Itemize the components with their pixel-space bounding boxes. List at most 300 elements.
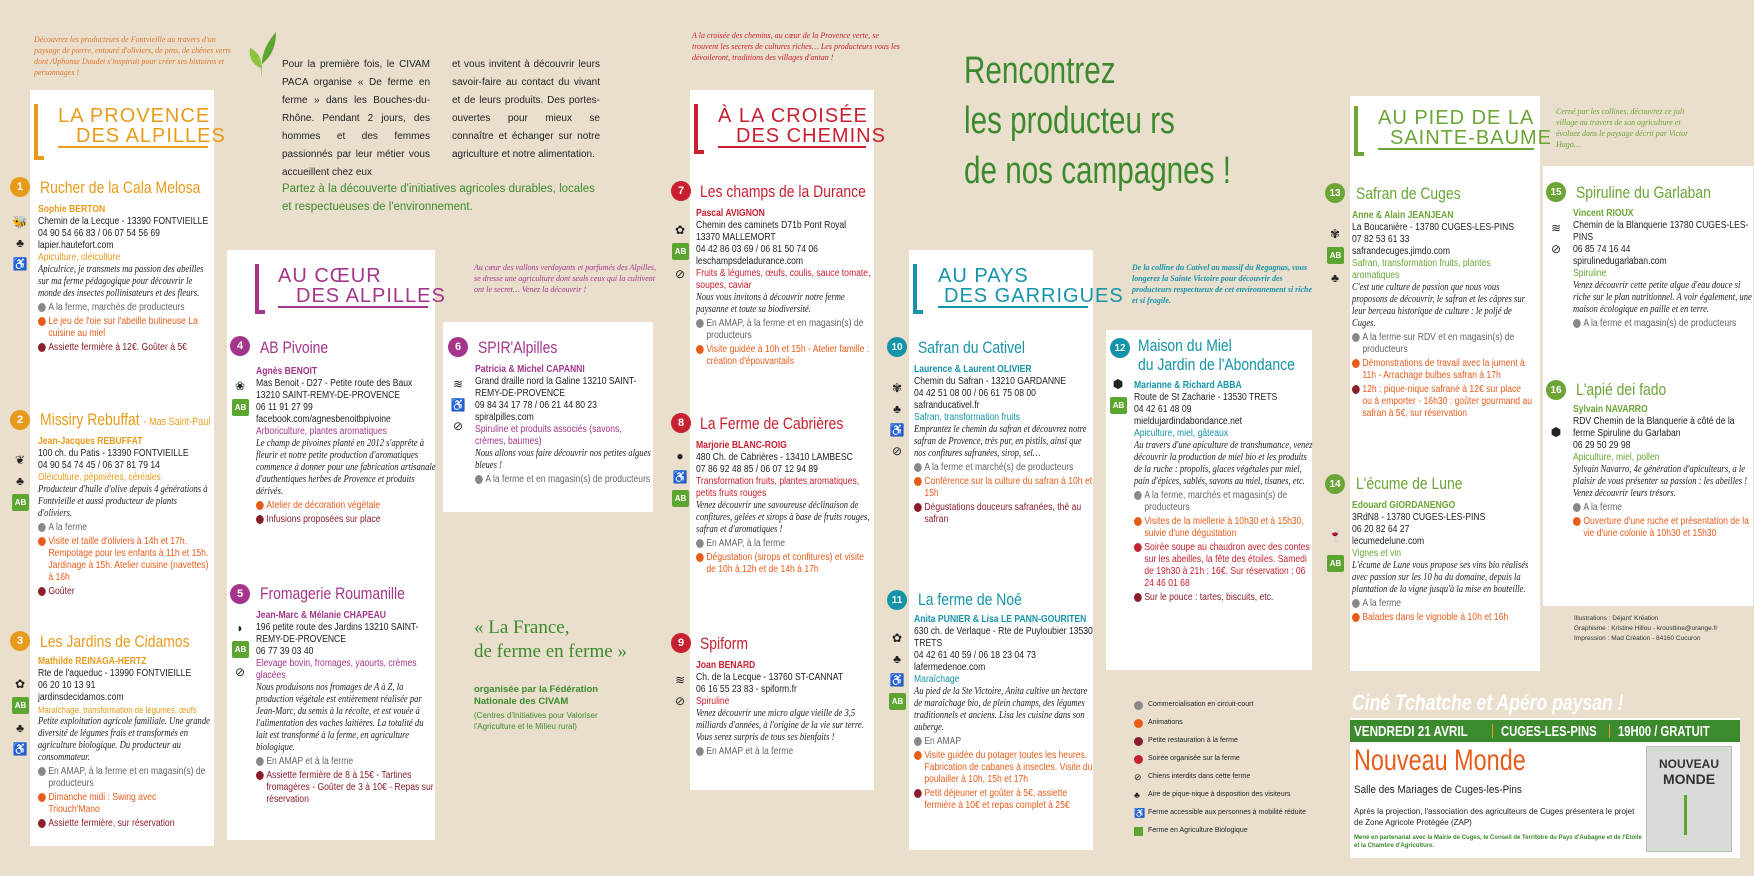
entry-13-web[interactable]: safrandecuges.jimdo.com <box>1352 246 1450 257</box>
entry-12-desc: Au travers d'une apiculture de transhumance, venez découvrir la production de miel bio et les produits de la ruche : propolis, glaces végétales pur miel, pain d'épices, sablés, savons au miel, tisanes, etc. <box>1134 440 1313 487</box>
entry-16-badge: 16 <box>1546 380 1566 400</box>
entry-7-icons <box>672 222 690 287</box>
entry-12-b1: A la ferme, marchés et magasin(s) de producteurs <box>1144 490 1288 513</box>
entry-2-name: Missiry Rebuffat <box>40 410 140 429</box>
entry-10-name: Safran du Cativel <box>918 338 1025 357</box>
entry-5-body <box>256 610 437 806</box>
entry-3-desc: Petite exploitation agricole familiale. Une grande diversité de légumes frais et transformés en agriculture biologique. Du producteur au consommateur. <box>38 716 210 763</box>
entry-16-who: Sylvain NAVARRO <box>1573 404 1648 415</box>
honey-icon: ⬢ <box>1112 377 1124 391</box>
entry-2-b3: Goûter <box>48 586 75 597</box>
entry-10-tel: 04 42 51 08 00 / 06 61 75 08 00 <box>914 388 1036 399</box>
entry-9-cat: Spiruline <box>696 696 730 707</box>
cine-banner <box>1350 720 1740 742</box>
entry-5-desc: Nous produisons nos fromages de A à Z, la production végétale est entièrement réalisée par Jean-Marc, du semis à la récolte, et est vouée à l'alimentation des vaches laitières. La totalité du lait est transformé à la ferme, en agriculture biologique. <box>256 682 424 753</box>
entry-6-b1: A la ferme et en magasin(s) de producteurs <box>485 474 651 485</box>
entry-16-cat: Apiculture, miel, pollen <box>1573 452 1660 463</box>
entry-2-icons <box>12 452 30 511</box>
leaf-icon <box>246 28 280 80</box>
entry-8-cat: Transformation fruits, plantes aromatiques, petits fruits rouges <box>696 476 860 499</box>
market-icon <box>1573 319 1581 328</box>
intro-pied: Cerné par les collines, découvrez ce joli village au travers de son agriculture et évoluez dans le paysage décrit par Victor Hugo… <box>1556 107 1689 149</box>
entry-9-who: Joan BENARD <box>696 660 756 671</box>
animation-icon <box>1573 517 1581 526</box>
entry-7-web[interactable]: leschampsdeladurance.com <box>696 256 804 267</box>
entry-6-addr: Grand draille nord la Galine 13210 SAINT-REMY-DE-PROVENCE <box>475 376 637 399</box>
entry-14-name: L'écume de Lune <box>1356 474 1463 493</box>
organic-icon: AB <box>1327 555 1344 572</box>
headline-line-2: les producteu rs <box>964 100 1175 142</box>
entry-14-cat: Vignes et vin <box>1352 548 1402 559</box>
entry-7-who: Pascal AVIGNON <box>696 208 765 219</box>
entry-2-name-wrap <box>40 410 210 432</box>
entry-9-addr: Ch. de la Lecque - 13760 ST-CANNAT <box>696 672 844 683</box>
entry-16-tel: 06 29 50 29 98 <box>1573 440 1631 451</box>
entry-16-body <box>1573 404 1754 540</box>
section-marker-provence <box>34 104 44 160</box>
section-croisee-l2: DES CHEMINS <box>736 125 886 147</box>
animation-icon <box>914 477 922 486</box>
cine-title: Ciné Tchatche et Apéro paysan ! <box>1352 690 1624 715</box>
no-dogs-icon: ⊘ <box>674 267 686 281</box>
entry-12-b2: Visites de la miellerie à 10h30 et à 15h30, suivie d'une dégustation <box>1144 516 1304 539</box>
evening-icon <box>1134 755 1143 764</box>
entry-8-tel: 07 86 92 48 85 / 06 07 12 94 89 <box>696 464 818 475</box>
entry-14-addr: 3RdN8 - 13780 CUGES-LES-PINS <box>1352 512 1486 523</box>
market-icon <box>1134 491 1142 500</box>
no-dogs-icon: ⊘ <box>1134 772 1142 782</box>
entry-5-name: Fromagerie Roumanille <box>260 584 405 603</box>
honey-icon: ⬢ <box>1550 425 1562 439</box>
entry-7-addr: Chemin des caminets D71b Pont Royal 13370 MALLEMORT <box>696 220 847 243</box>
entry-3-web[interactable]: jardinsdecidamos.com <box>38 692 124 703</box>
section-provence <box>58 105 226 148</box>
picnic-icon: ♣ <box>893 652 901 666</box>
entry-3-b1: En AMAP, à la ferme et en magasin(s) de producteurs <box>48 766 206 789</box>
section-coeur <box>278 265 446 308</box>
credits-illustrations: Illustrations : Déjant' Kréation <box>1574 615 1659 622</box>
entry-14-body <box>1352 500 1533 624</box>
entry-3-badge: 3 <box>10 631 30 651</box>
entry-12-body <box>1134 380 1313 604</box>
cine-desc: Après la projection, l'association des agriculteurs de Cuges présentera le projet de Zone Agricole Protégée (ZAP) <box>1354 807 1635 827</box>
entry-4-icons <box>232 378 250 416</box>
entry-12-tel: 04 42 61 48 09 <box>1134 404 1192 415</box>
entry-9-desc: Venez découvrir une micro algue vieille de 3,5 milliards d'années, à l'origine de la vie sur terre. Vous serez surpris de tous ses bienfaits ! <box>696 708 864 743</box>
intro-coeur: Au cœur des vallons verdoyants et parfumés des Alpilles, se dresse une agriculture dont seuls ceux qui la cultivent ont le secret… Venez la découvrir ! <box>474 263 656 294</box>
civam-intro-col2: et vous invitent à découvrir leurs savoir-faire au contact du vivant et de leurs produits. Des portes-ouvertes pour mieux se connaître et échanger sur notre agriculture et notre alimentation. <box>452 59 600 160</box>
cine-poster-line-1: NOUVEAU <box>1658 757 1719 771</box>
entry-11-b2: Visite guidée du potager toutes les heures. Fabrication de cabanes à insectes. Visite du poulailler à 10h, 15h et 17h <box>924 750 1093 785</box>
picnic-icon: ♣ <box>16 236 24 250</box>
entry-4-addr: Mas Benoit - D27 - Petite route des Baux 13210 SAINT-REMY-DE-PROVENCE <box>256 378 413 401</box>
entry-15-badge: 15 <box>1546 182 1566 202</box>
credits-impression: Impression : Mad Création - 84160 Cucuron <box>1574 635 1701 642</box>
entry-14-icons <box>1327 520 1345 572</box>
animation-icon <box>38 317 46 326</box>
entry-14-tel: 06 20 82 64 27 <box>1352 524 1410 535</box>
entry-1-tel: 04 90 54 66 83 / 06 07 54 56 69 <box>38 228 160 239</box>
entry-13-name: Safran de Cuges <box>1356 184 1461 203</box>
france-sub: (Centres d'Initiatives pour Valoriser l'Agriculture et le Milieu rural) <box>474 711 598 731</box>
market-icon <box>256 757 264 766</box>
organic-icon: AB <box>232 641 249 658</box>
entry-12-name2: du Jardin de l'Abondance <box>1138 355 1295 374</box>
entry-1-body <box>38 204 210 354</box>
animation-icon <box>256 501 264 510</box>
credits <box>1574 614 1718 644</box>
entry-16-icons <box>1548 424 1566 445</box>
entry-10-b3: Dégustations douceurs safranées, thé au safran <box>924 502 1082 525</box>
legend <box>1134 696 1306 840</box>
entry-8-b1: En AMAP, à la ferme <box>706 538 786 549</box>
wheelchair-icon: ♿ <box>12 742 28 756</box>
no-dogs-icon: ⊘ <box>674 694 686 708</box>
section-coeur-l1: AU CŒUR <box>278 265 382 287</box>
intro-alpilles: Découvrez les producteurs de Fontvieille au travers d'un paysage de pierre, entouré d'oliviers, de pins, de chênes verts dont Alphonse Daudet s'inspirait pour créer ses histoires et personnages ! <box>34 35 231 77</box>
entry-12-cat: Apiculture, miel, gâteaux <box>1134 428 1229 439</box>
credits-graphisme: Graphisme : Kristine Hillou - krousttine@orange.fr <box>1574 625 1718 632</box>
entry-12-web[interactable]: mieldujardindabondance.net <box>1134 416 1243 427</box>
entry-1-web[interactable]: lapier.hautefort.com <box>38 240 114 251</box>
algae-icon: ≋ <box>452 377 464 391</box>
cine-date: VENDREDI 21 AVRIL <box>1354 722 1468 740</box>
entry-8-desc: Venez découvrir une savoureuse déclinaison de confitures, gelées et sirops à base de fruits rouges, safran et d'aromatiques ! <box>696 500 870 535</box>
entry-5-icons <box>232 620 250 685</box>
cine-separator <box>1492 724 1493 738</box>
entry-12-badge: 12 <box>1110 338 1130 358</box>
entry-1-b1: A la ferme, marchés de producteurs <box>48 302 185 313</box>
entry-14-who: Edouard GIORDANENGO <box>1352 500 1456 511</box>
entry-14-web[interactable]: lecumedelune.com <box>1352 536 1425 547</box>
entry-13-b3: 12h : pique-nique safrané à 12€ sur place ou à emporter - 16h30 : goûter gourmand au safran à 5€, sur réservation <box>1362 384 1533 419</box>
entry-12-icons <box>1110 376 1128 414</box>
entry-12-b4: Sur le pouce : tartes, biscuits, etc. <box>1144 592 1274 603</box>
legend-item-6: ♣ Aire de pique-nique à disposition des visiteurs <box>1134 786 1306 804</box>
entry-9-body <box>696 660 872 758</box>
section-croisee-l1: À LA CROISÉE <box>718 105 868 127</box>
entry-7-cat: Fruits & légumes, œufs, coulis, sauce tomate, soupes, caviar <box>696 268 871 291</box>
entry-5-b1: En AMAP et à la ferme <box>266 756 354 767</box>
entry-2-addr: 100 ch. du Patis - 13390 FONTVIEILLE <box>38 448 189 459</box>
entry-5-badge: 5 <box>230 584 250 604</box>
market-icon <box>696 539 704 548</box>
food-icon <box>914 503 922 512</box>
entry-2-name2: - Mas Saint-Paul <box>143 416 211 428</box>
entry-10-badge: 10 <box>887 337 907 357</box>
picnic-icon: ♣ <box>1331 271 1339 285</box>
no-dogs-icon: ⊘ <box>452 419 464 433</box>
entry-4-badge: 4 <box>230 336 250 356</box>
algae-icon: ≋ <box>674 673 686 687</box>
entry-13-b2: Démonstrations de travail avec la jument à 11h - Arrachage bulbes safran à 17h <box>1362 358 1525 381</box>
picnic-icon: ♣ <box>893 402 901 416</box>
evening-icon <box>1134 543 1142 552</box>
organic-icon: AB <box>889 693 906 710</box>
entry-3-b3: Assiette fermière, sur réservation <box>48 818 175 829</box>
organic-icon: AB <box>672 490 689 507</box>
entry-3-cat: Maraîchage, transformation de légumes, œufs <box>38 705 197 715</box>
entry-7-badge: 7 <box>671 181 691 201</box>
market-icon <box>696 747 704 756</box>
cine-separator-2 <box>1609 724 1610 738</box>
saffron-icon: ✾ <box>1329 227 1341 241</box>
wheelchair-icon: ♿ <box>12 257 28 271</box>
entry-2-tel: 04 90 54 74 45 / 06 37 81 79 14 <box>38 460 160 471</box>
entry-9-badge: 9 <box>671 633 691 653</box>
entry-10-addr: Chemin du Safran - 13210 GARDANNE <box>914 376 1067 387</box>
animation-icon <box>1352 359 1360 368</box>
wheelchair-icon: ♿ <box>1134 808 1146 818</box>
entry-11-b3: Petit déjeuner et goûter à 5€, assiette fermière à 10€ et repas complet à 25€ <box>924 788 1070 811</box>
food-icon <box>1352 385 1360 394</box>
entry-12-name: Maison du Miel <box>1138 336 1232 355</box>
wheelchair-icon: ♿ <box>450 398 466 412</box>
entry-11-badge: 11 <box>887 590 907 610</box>
entry-16-b2: Ouverture d'une ruche et présentation de la vie d'une colonie à 10h30 et 15h30 <box>1583 516 1749 539</box>
headline-line-3: de nos campagnes ! <box>964 150 1231 192</box>
entry-6-tel: 09 84 34 17 78 / 06 21 44 80 23 <box>475 400 597 411</box>
legend-item-3: Petite restauration à la ferme <box>1134 732 1306 750</box>
algae-icon: ≋ <box>1550 221 1562 235</box>
cine-partners: Mené en partenariat avec la Mairie de Cuges, le Conseil de Territoire du Pays d'Aubagne et de l'Etoile et la Chambre d'Agriculture. <box>1354 835 1642 849</box>
entry-4-b1: Atelier de décoration végétale <box>266 500 381 511</box>
section-garrigues <box>938 265 1124 308</box>
entry-10-b2: Conférence sur la culture du safran à 10h et 15h <box>924 476 1093 499</box>
entry-3-tel: 06 20 10 13 91 <box>38 680 96 691</box>
entry-14-b2: Balades dans le vignoble à 10h et 16h <box>1362 612 1509 623</box>
no-dogs-icon: ⊘ <box>1550 242 1562 256</box>
entry-14-b1: A la ferme <box>1362 598 1402 609</box>
entry-12-b3: Soirée soupe au chaudron avec des contes sur les abeilles, la fête des étoiles. Samedi de 19h30 à 21h : 16€. Sur réservation : 06 24 46 01 68 <box>1144 542 1310 589</box>
headline <box>964 46 1231 196</box>
entry-11-addr: 630 ch. de Verlaque - Rte de Puyloubier 13530 TRETS <box>914 626 1093 649</box>
market-icon <box>914 737 922 746</box>
entry-8-addr: 480 Ch. de Cabrières - 13410 LAMBESC <box>696 452 853 463</box>
entry-6-desc: Nous allons vous faire découvrir nos petites algues bleues ! <box>475 448 651 471</box>
no-dogs-icon: ⊘ <box>891 444 903 458</box>
market-icon <box>38 523 46 532</box>
animation-icon <box>38 537 46 546</box>
section-pied-l1: AU PIED DE LA <box>1378 107 1535 129</box>
organic-icon: AB <box>232 399 249 416</box>
entry-13-cat: Safran, transformation fruits, plantes aromatiques <box>1352 258 1491 281</box>
section-garrigues-l1: AU PAYS <box>938 265 1029 287</box>
legend-item-7: ♿ Ferme accessible aux personnes à mobilité réduite <box>1134 804 1306 822</box>
entry-1-addr: Chemin de la Lecque - 13390 FONTVIEILLE <box>38 216 209 227</box>
entry-12-addr: Route de St Zacharie - 13530 TRETS <box>1134 392 1278 403</box>
entry-8-b2: Dégustation (sirops et confitures) et visite de 10h à 12h et de 14h à 17h <box>706 552 865 575</box>
entry-16-desc: Sylvain Navarro, 4e génération d'apiculteurs, a le plaisir de vous présenter sa passion : les abeilles ! Venez découvrir leurs trésors. <box>1573 464 1748 499</box>
entry-15-icons <box>1548 220 1566 262</box>
entry-2-cat: Oléiculture, pépinières, céréales <box>38 472 161 483</box>
entry-15-who: Vincent RIOUX <box>1573 208 1634 219</box>
entry-1-b3: Assiette fermière à 12€. Goûter à 5€ <box>48 342 187 353</box>
picnic-icon: ♣ <box>16 721 24 735</box>
entry-2-body <box>38 436 210 598</box>
entry-11-body <box>914 614 1093 812</box>
entry-13-b1: A la ferme sur RDV et en magasin(s) de producteurs <box>1362 332 1515 355</box>
entry-6-cat: Spiruline et produits associés (savons, crèmes, baumes) <box>475 424 622 447</box>
entry-8-who: Marjorie BLANC-ROIG <box>696 440 787 451</box>
market-icon <box>1352 333 1360 342</box>
animation-icon <box>1134 517 1142 526</box>
entry-4-body <box>256 366 437 526</box>
animation-icon <box>696 553 704 562</box>
entry-8-badge: 8 <box>671 413 691 433</box>
market-icon <box>1134 701 1143 710</box>
fruit-icon: ● <box>676 449 684 463</box>
entry-13-who: Anne & Alain JEANJEAN <box>1352 210 1454 221</box>
entry-11-desc: Au pied de la Ste Victoire, Anita cultive un hectare de maraîchage bio, de plein champs, des légumes traditionnels et anciens. Lisa les cuisine dans son auberge. <box>914 686 1088 733</box>
section-marker-garrigues <box>913 264 923 314</box>
entry-8-body <box>696 440 872 576</box>
entry-3-body <box>38 656 210 830</box>
entry-1-name: Rucher de la Cala Melosa <box>40 178 201 197</box>
entry-4-desc: Le champ de pivoines planté en 2012 s'apprête à fleurir et notre petite production d'aromatiques commence à donner pour une fabrication artisanale d'authentiques herbes de Provence et produits dérivés. <box>256 438 436 497</box>
entry-5-tel: 06 77 39 03 40 <box>256 646 314 657</box>
entry-6-web[interactable]: spiralpilles.com <box>475 412 534 423</box>
entry-7-name: Les champs de la Durance <box>700 182 866 201</box>
entry-7-desc: Nous vous invitons à découvrir notre ferme paysanne et toute sa biodiversité. <box>696 292 845 315</box>
market-icon <box>1573 503 1581 512</box>
entry-10-desc: Empruntez le chemin du safran et découvrez notre safran de Provence, très pur, en pistils, ainsi que nos confitures safranées, sirop, sel… <box>914 424 1087 459</box>
picnic-icon: ♣ <box>1134 790 1140 800</box>
cine-time: 19H00 / GRATUIT <box>1617 722 1710 740</box>
market-icon <box>696 319 704 328</box>
food-icon <box>1134 593 1142 602</box>
entry-5-b2: Assiette fermière de 8 à 15€ - Tartines fromagères - Goûter de 3 à 10€ - Repas sur réservation <box>266 770 434 805</box>
entry-2-b2: Visite et taille d'oliviers à 14h et 17h. Rempotage pour les enfants à 11h et 15h. Jardinage à 15h. Atelier cuisine (navettes) à 16h <box>48 536 209 583</box>
food-icon <box>256 515 264 524</box>
cheese-icon: ◗ <box>236 621 244 635</box>
animation-icon <box>914 751 922 760</box>
legend-item-8: Ferme en Agriculture Biologique <box>1134 822 1306 840</box>
cine-hall: Salle des Mariages de Cuges-les-Pins <box>1354 784 1522 796</box>
entry-5-addr: 196 petite route des Jardins 13210 SAINT-REMY-DE-PROVENCE <box>256 622 419 645</box>
entry-7-b1: En AMAP, à la ferme et en magasin(s) de producteurs <box>706 318 864 341</box>
entry-4-name: AB Pivoine <box>260 338 329 357</box>
wheelchair-icon: ♿ <box>672 470 688 484</box>
entry-10-web[interactable]: safranducativel.fr <box>914 400 980 411</box>
no-dogs-icon: ⊘ <box>234 665 246 679</box>
france-title-1: « La France, <box>474 617 570 638</box>
entry-13-desc: C'est une culture de passion que nous vous proposons de découvrir, le safran et les câpres sur leur berceau historique de culture : le poljé de Cuges. <box>1352 282 1526 329</box>
food-icon <box>38 343 46 352</box>
food-icon <box>914 789 922 798</box>
entry-8-name: La Ferme de Cabrières <box>700 414 844 433</box>
entry-15-cat: Spiruline <box>1573 268 1607 279</box>
organic-icon: AB <box>1327 247 1344 264</box>
entry-5-who: Jean-Marc & Mélanie CHAPEAU <box>256 610 386 621</box>
entry-9-name: Spiform <box>700 634 749 653</box>
organic-icon: AB <box>12 697 29 714</box>
intro-croisee: A la croisée des chemins, au cœur de la Provence verte, se trouvent les secrets de cultures riches… Les producteurs vous les dévoileront, traditions des villages d'antan ! <box>692 31 900 62</box>
olive-icon: ❦ <box>14 453 26 467</box>
entry-15-addr: Chemin de la Blanquerie 13780 CUGES-LES-PINS <box>1573 220 1749 243</box>
entry-13-body <box>1352 210 1533 420</box>
section-garrigues-l2: DES GARRIGUES <box>944 285 1124 307</box>
intro-catival: De la colline du Cativel au massif du Regagnas, vous longerez la Sainte Victoire pour découvrir des producteurs respectueux de cet environnement si riche et si fragile. <box>1132 263 1312 305</box>
entry-7-b2: Visite guidée à 10h et 15h - Atelier famille : création d'épouvantails <box>706 344 870 367</box>
entry-5-cat: Elevage bovin, fromages, yaourts, crèmes glacées <box>256 658 417 681</box>
wine-bottle-icon: 🍷 <box>1327 528 1343 542</box>
section-marker-pied <box>1354 106 1364 156</box>
market-icon <box>38 303 46 312</box>
entry-15-body <box>1573 208 1754 330</box>
entry-12-name-wrap <box>1138 336 1295 374</box>
cine-poster <box>1646 746 1732 852</box>
wheelchair-icon: ♿ <box>889 673 905 687</box>
evening-icon <box>38 793 46 802</box>
section-croisee <box>718 105 886 148</box>
animation-icon <box>1352 613 1360 622</box>
entry-3-addr: Rte de l'aqueduc - 13990 FONTVIEILLE <box>38 668 192 679</box>
entry-13-badge: 13 <box>1325 183 1345 203</box>
entry-11-b1: En AMAP <box>924 736 962 747</box>
entry-4-who: Agnès BENOIT <box>256 366 318 377</box>
market-icon <box>475 475 483 484</box>
entry-4-cat: Arboriculture, plantes aromatiques <box>256 426 387 437</box>
entry-2-desc: Producteur d'huile d'olive depuis 4 générations à Fontvieille et aussi producteur de plants d'oliviers. <box>38 484 208 519</box>
entry-1-who: Sophie BERTON <box>38 204 106 215</box>
animation-icon <box>696 345 704 354</box>
france-block <box>474 616 674 732</box>
saffron-icon: ✾ <box>891 381 903 395</box>
entry-11-cat: Maraîchage <box>914 674 960 685</box>
market-icon <box>914 463 922 472</box>
section-provence-l2: DES ALPILLES <box>76 125 226 147</box>
organic-icon <box>1134 827 1143 836</box>
entry-3-icons <box>12 676 30 762</box>
entry-10-body <box>914 364 1093 526</box>
entry-2-b1: A la ferme <box>48 522 88 533</box>
entry-1-b2: Le jeu de l'oie sur l'abeille butineuse La cuisine au miel <box>48 316 198 339</box>
entry-1-cat: Apiculture, oléiculture <box>38 252 121 263</box>
entry-12-who: Marianne & Richard ABBA <box>1134 380 1242 391</box>
entry-6-icons <box>450 376 468 439</box>
entry-11-web[interactable]: lafermedenoe.com <box>914 662 986 673</box>
organic-icon: AB <box>672 243 689 260</box>
entry-3-who: Mathilde REINAGA-HERTZ <box>38 656 147 667</box>
entry-11-tel: 04 42 61 40 59 / 06 18 23 04 73 <box>914 650 1036 661</box>
entry-6-badge: 6 <box>448 337 468 357</box>
sprout-icon <box>1684 795 1694 835</box>
entry-7-tel: 04 42 86 03 69 / 06 81 50 74 06 <box>696 244 818 255</box>
vegetables-icon: ✿ <box>674 223 686 237</box>
legend-item-2: Animations <box>1134 714 1306 732</box>
cine-poster-line-2: MONDE <box>1662 771 1716 787</box>
entry-14-badge: 14 <box>1325 474 1345 494</box>
flower-icon: ❀ <box>234 379 246 393</box>
cine-place: CUGES-LES-PINS <box>1500 722 1597 740</box>
entry-4-web[interactable]: facebook.com/agnesbenoitbpivoine <box>256 414 391 425</box>
entry-9-b1: En AMAP et à la ferme <box>706 746 794 757</box>
entry-10-b1: A la ferme et marché(s) de producteurs <box>924 462 1074 473</box>
entry-7-body <box>696 208 872 368</box>
entry-1-icons <box>12 214 30 277</box>
entry-15-web[interactable]: spirulinedugarlaban.com <box>1573 256 1667 267</box>
entry-11-who: Anita PUNIER & Lisa LE PANN-GOURITEN <box>914 614 1087 625</box>
entry-8-icons <box>672 448 690 507</box>
wheelchair-icon: ♿ <box>889 423 905 437</box>
entry-9-tel: 06 16 55 23 83 - spiform.fr <box>696 684 797 695</box>
entry-14-desc: L'écume de Lune vous propose ses vins bio réalisés avec passion sur les 10 ha du domaine, depuis la plantation de la vigne jusqu'à la mise en bouteille. <box>1352 560 1529 595</box>
entry-10-icons <box>889 380 907 464</box>
entry-9-icons <box>672 672 690 714</box>
entry-13-icons <box>1327 226 1345 291</box>
entry-15-tel: 06 85 74 16 44 <box>1573 244 1631 255</box>
